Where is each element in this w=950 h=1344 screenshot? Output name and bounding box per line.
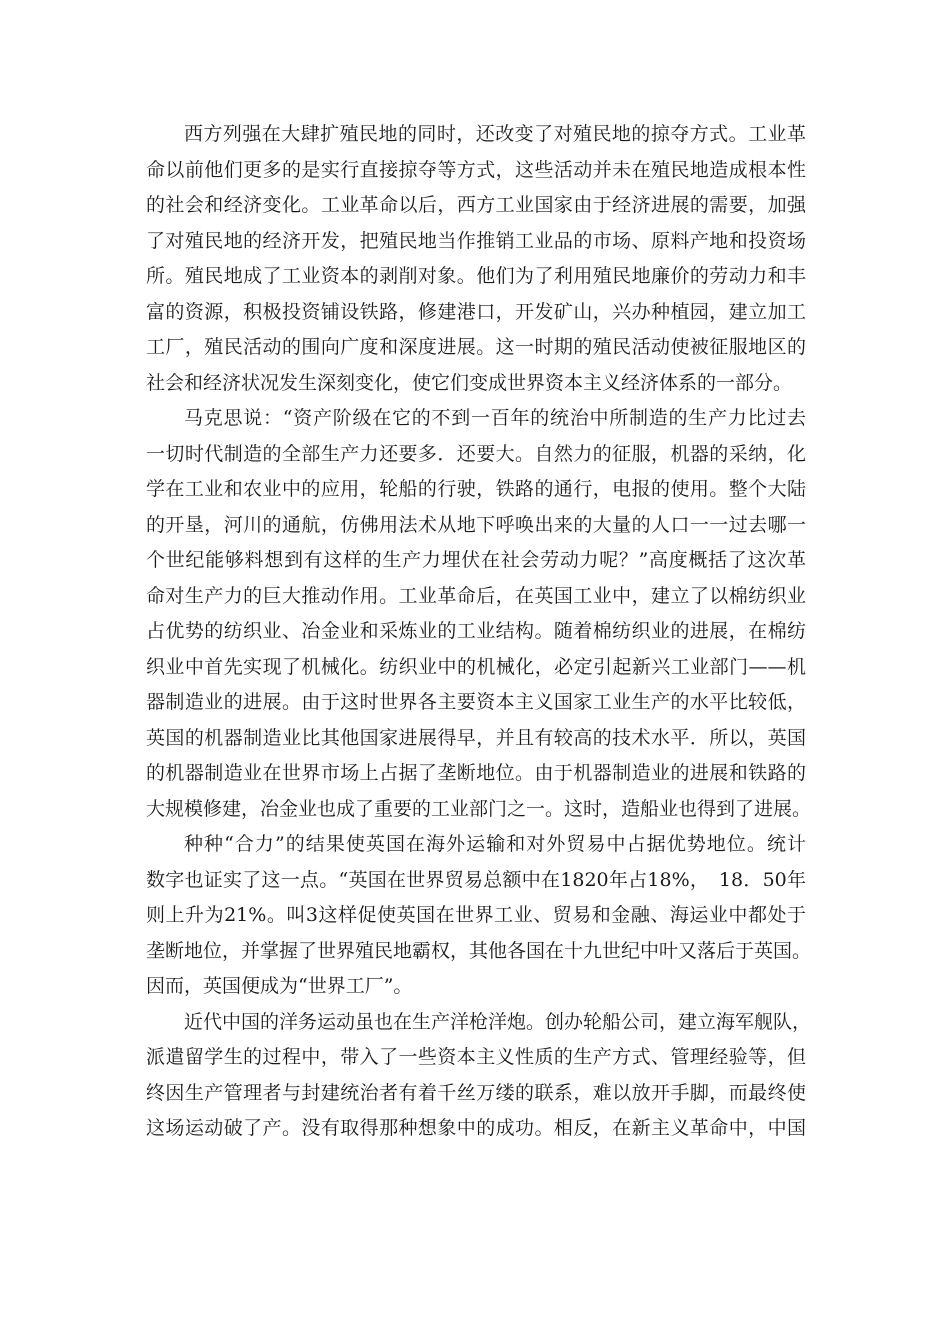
text-line: 命对生产力的巨大推动作用。工业革命后，在英国工业中，建立了以棉纺织业 [146, 584, 806, 607]
text-line: 的机器制造业在世界市场上占据了垄断地位。由于机器制造业的进展和铁路的 [146, 762, 806, 784]
text-line: 一切时代制造的全部生产力还要多．还要大。自然力的征服，机器的采纳，化 [146, 442, 806, 465]
text-line: 马克思说：“资产阶级在它的不到一百年的统治中所制造的生产力比过去 [184, 407, 806, 429]
text-line: 工厂，殖民活动的围向广度和深度进展。这一时期的殖民活动使被征服地区的 [146, 336, 806, 358]
text-line: 社会和经济状况发生深刻变化，使它们变成世界资本主义经济体系的一部分。 [146, 371, 793, 394]
text-line: 织业中首先实现了机械化。纺织业中的机械化，必定引起新兴工业部门——机 [146, 655, 806, 678]
text-line: 了对殖民地的经济开发，把殖民地当作推销工业品的市场、原料产地和投资场 [146, 229, 806, 252]
text-line: 富的资源，积极投资铺设铁路，修建港口，开发矿山，兴办种植园，建立加工 [146, 300, 806, 323]
text-line: 因而，英国便成为“世界工厂”。 [146, 975, 413, 997]
paragraph [146, 401, 812, 827]
text-line: 的社会和经济变化。工业革命以后，西方工业国家由于经济进展的需要，加强 [146, 194, 806, 216]
text-line: 这场运动破了产。没有取得那种想象中的成功。相反，在新主义革命中，中国 [146, 1117, 806, 1139]
text-line: 个世纪能够料想到有这样的生产力埋伏在社会劳动力呢？”高度概括了这次革 [146, 549, 806, 571]
text-line: 大规模修建，冶金业也成了重要的工业部门之一。这时，造船业也得到了进展。 [146, 797, 812, 820]
text-line: 垄断地位，并掌握了世界殖民地霸权，其他各国在十九世纪中叶又落后于英国。 [146, 939, 812, 962]
text-line: 西方列强在大肆扩殖民地的同时，还改变了对殖民地的掠夺方式。工业革 [184, 123, 806, 145]
text-line: 所。殖民地成了工业资本的剥削对象。他们为了利用殖民地廉价的劳动力和丰 [146, 265, 806, 287]
text-line: 数字也证实了这一点。“英国在世界贸易总额中在1820年占18%， 18．50年 [146, 868, 806, 891]
text-line: 终因生产管理者与封建统治者有着千丝万缕的联系，难以放开手脚，而最终使 [146, 1081, 806, 1104]
text-line: 种种“合力”的结果使英国在海外运输和对外贸易中占据优势地位。统计 [184, 833, 806, 855]
text-line: 近代中国的洋务运动虽也在生产洋枪洋炮。创办轮船公司，建立海军舰队， [184, 1010, 812, 1033]
text-line: 英国的机器制造业比其他国家进展得早，并且有较高的技术水平．所以，英国 [146, 726, 806, 749]
text-line: 的开垦，河川的通航，仿佛用法术从地下呼唤出来的大量的人口一一过去哪一 [146, 513, 806, 536]
text-line: 学在工业和农业中的应用，轮船的行驶，铁路的通行，电报的使用。整个大陆 [146, 478, 806, 500]
paragraph [146, 117, 806, 401]
paragraph [146, 827, 812, 1005]
text-line: 派遣留学生的过程中，带入了一些资本主义性质的生产方式、管理经验等，但 [146, 1046, 806, 1068]
text-line: 命以前他们更多的是实行直接掠夺等方式，这些活动并未在殖民地造成根本性 [146, 158, 806, 181]
text-line: 则上升为21%。叫3这样促使英国在世界工业、贸易和金融、海运业中都处于 [146, 904, 806, 926]
text-line: 占优势的纺织业、冶金业和采炼业的工业结构。随着棉纺织业的进展，在棉纺 [146, 620, 806, 642]
document-body [146, 117, 812, 1147]
text-line: 器制造业的进展。由于这时世界各主要资本主义国家工业生产的水平比较低， [146, 691, 806, 713]
paragraph [146, 1005, 812, 1147]
